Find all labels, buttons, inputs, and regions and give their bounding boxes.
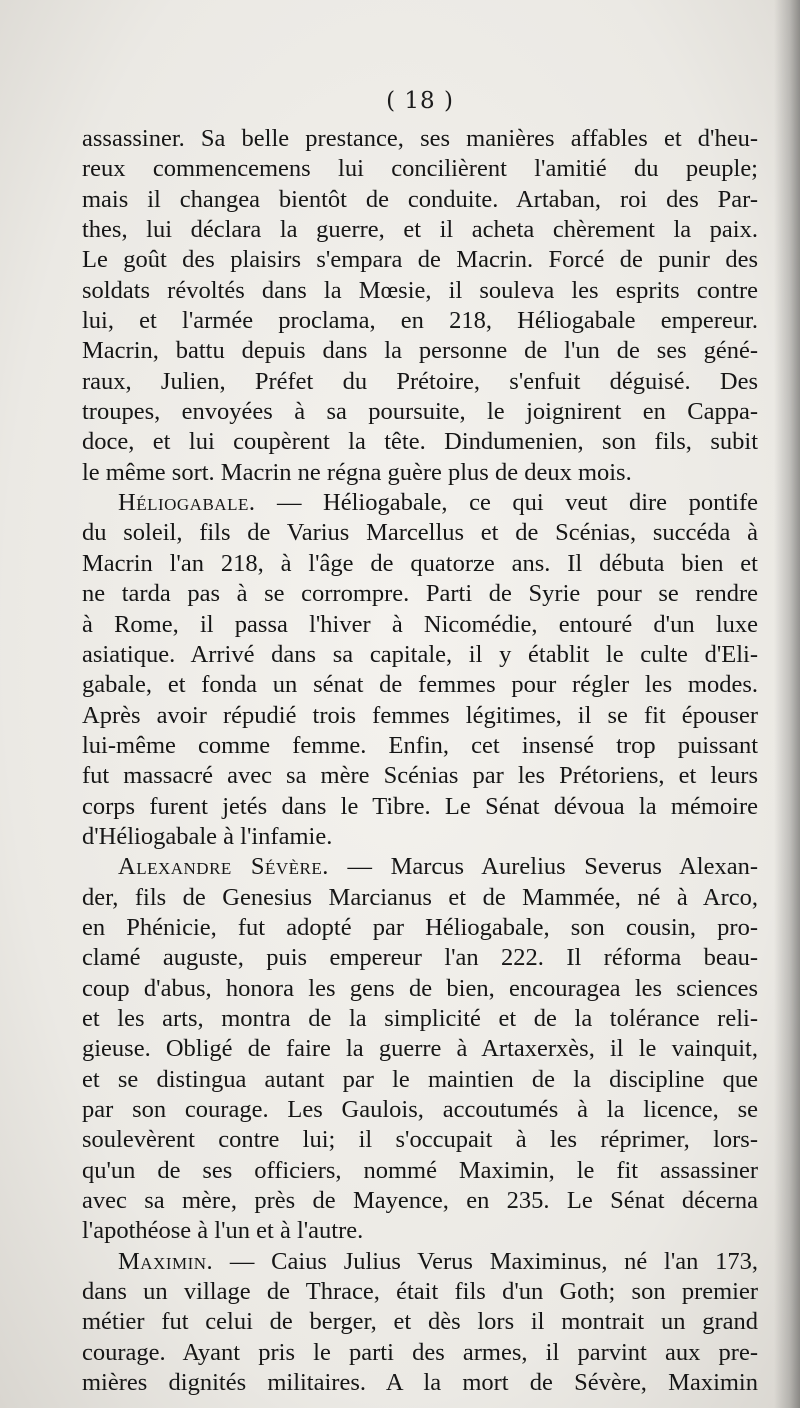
text-line xyxy=(82,215,758,245)
line-text: doce, et lui coupèrent la tête. Dindumenien, son fils, subit xyxy=(82,428,758,456)
text-line xyxy=(82,549,758,579)
text-line xyxy=(82,1186,758,1216)
line-text: le même sort. Macrin ne régna guère plus de deux mois. xyxy=(82,458,632,486)
text-line xyxy=(82,701,758,731)
line-text: à Rome, il passa l'hiver à Nicomédie, entouré d'un luxe xyxy=(82,610,758,638)
text-line xyxy=(82,1338,758,1368)
line-text: troupes, envoyées à sa poursuite, le joignirent en Cappa- xyxy=(82,398,758,426)
line-text: métier fut celui de berger, et dès lors il montrait un grand xyxy=(82,1308,758,1336)
line-text: clamé auguste, puis empereur l'an 222. Il réforma beau- xyxy=(82,944,758,972)
line-text: — Héliogabale, ce qui veut dire pontife xyxy=(255,489,758,517)
line-text: coup d'abus, honora les gens de bien, encouragea les sciences xyxy=(82,974,758,1002)
line-text: qu'un de ses officiers, nommé Maximin, le fit assassiner xyxy=(82,1156,758,1184)
section-heading-line xyxy=(82,1247,758,1277)
text-line xyxy=(82,640,758,670)
text-line xyxy=(82,670,758,700)
text-line xyxy=(82,1368,758,1398)
text-line xyxy=(82,731,758,761)
line-text: avec sa mère, près de Mayence, en 235. Le Sénat décerna xyxy=(82,1187,758,1215)
line-text: assassiner. Sa belle prestance, ses manières affables et d'heu- xyxy=(82,125,758,152)
line-text: Macrin, battu depuis dans la personne de l'un de ses géné- xyxy=(82,337,758,365)
page-gutter-shadow xyxy=(774,0,800,1408)
line-text: lui-même comme femme. Enfin, cet insensé trop puissant xyxy=(82,731,758,759)
section-title: Alexandre Sévère. xyxy=(118,853,329,881)
text-line xyxy=(82,792,758,822)
line-text: lui, et l'armée proclama, en 218, Héliogabale empereur. xyxy=(82,307,758,335)
body-text xyxy=(82,124,758,1398)
line-text: gieuse. Obligé de faire la guerre à Artaxerxès, il le vainquit, xyxy=(82,1035,758,1063)
text-line xyxy=(82,1095,758,1125)
line-text: par son courage. Les Gaulois, accoutumés à la licence, se xyxy=(82,1096,758,1123)
text-line xyxy=(82,761,758,791)
text-line xyxy=(82,1004,758,1034)
text-line xyxy=(82,1034,758,1064)
line-text: mières dignités militaires. A la mort de Sévère, Maximin xyxy=(82,1369,758,1397)
text-line xyxy=(82,367,758,397)
section-title: Héliogabale. xyxy=(118,489,256,517)
line-text: en Phénicie, fut adopté par Héliogabale, son cousin, pro- xyxy=(82,913,758,941)
text-line xyxy=(82,974,758,1004)
line-text: der, fils de Genesius Marcianus et de Mammée, né à Arco, xyxy=(82,883,758,911)
text-line xyxy=(82,822,758,852)
line-text: d'Héliogabale à l'infamie. xyxy=(82,822,333,850)
section-title: Maximin. xyxy=(118,1247,214,1275)
line-text: fut massacré avec sa mère Scénias par les Prétoriens, et leurs xyxy=(82,762,758,790)
line-text: asiatique. Arrivé dans sa capitale, il y établit le culte d'Eli- xyxy=(82,640,758,668)
text-line xyxy=(82,579,758,609)
text-line xyxy=(82,154,758,184)
line-text: corps furent jetés dans le Tibre. Le Sénat dévoua la mémoire xyxy=(82,792,758,820)
text-line xyxy=(82,1156,758,1186)
line-text: thes, lui déclara la guerre, et il acheta chèrement la paix. xyxy=(82,216,758,244)
line-text: reux commencemens lui concilièrent l'amitié du peuple; xyxy=(82,155,758,183)
line-text: Macrin l'an 218, à l'âge de quatorze ans. Il débuta bien et xyxy=(82,549,758,577)
text-line xyxy=(82,306,758,336)
line-text: mais il changea bientôt de conduite. Artaban, roi des Par- xyxy=(82,185,758,213)
line-text: et se distingua autant par le maintien de la discipline que xyxy=(82,1065,758,1093)
text-line xyxy=(82,610,758,640)
line-text: courage. Ayant pris le parti des armes, il parvint aux pre- xyxy=(82,1338,758,1366)
line-text: raux, Julien, Préfet du Prétoire, s'enfuit déguisé. Des xyxy=(82,367,758,395)
section-heading-line xyxy=(82,488,758,518)
line-text: Après avoir répudié trois femmes légitimes, il se fit épouser xyxy=(82,701,758,729)
line-text: Le goût des plaisirs s'empara de Macrin. Forcé de punir des xyxy=(82,246,758,274)
line-text: l'apothéose à l'un et à l'autre. xyxy=(82,1217,364,1245)
line-text: ne tarda pas à se corrompre. Parti de Syrie pour se rendre xyxy=(82,580,758,608)
line-text: soulevèrent contre lui; il s'occupait à les réprimer, lors- xyxy=(82,1126,758,1154)
text-line xyxy=(82,913,758,943)
line-text: gabale, et fonda un sénat de femmes pour régler les modes. xyxy=(82,671,758,699)
text-line xyxy=(82,185,758,215)
text-line xyxy=(82,245,758,275)
text-line xyxy=(82,397,758,427)
text-line xyxy=(82,1277,758,1307)
text-line xyxy=(82,336,758,366)
text-line xyxy=(82,1307,758,1337)
line-text: — Caius Julius Verus Maximinus, né l'an 173, xyxy=(213,1247,758,1275)
text-line xyxy=(82,518,758,548)
text-line xyxy=(82,276,758,306)
text-line xyxy=(82,1125,758,1155)
line-text: soldats révoltés dans la Mœsie, il souleva les esprits contre xyxy=(82,276,758,304)
text-line xyxy=(82,1065,758,1095)
line-text: dans un village de Thrace, était fils d'un Goth; son premier xyxy=(82,1278,758,1306)
line-text: — Marcus Aurelius Severus Alexan- xyxy=(328,853,758,881)
text-line xyxy=(82,1216,758,1246)
text-line xyxy=(82,458,758,488)
line-text: du soleil, fils de Varius Marcellus et de Scénias, succéda à xyxy=(82,519,758,547)
text-line xyxy=(82,427,758,457)
text-line xyxy=(82,943,758,973)
page-number: ( 18 ) xyxy=(386,88,454,114)
text-line xyxy=(82,124,758,154)
line-text: et les arts, montra de la simplicité et de la tolérance reli- xyxy=(82,1004,758,1032)
section-heading-line xyxy=(82,852,758,882)
text-line xyxy=(82,883,758,913)
